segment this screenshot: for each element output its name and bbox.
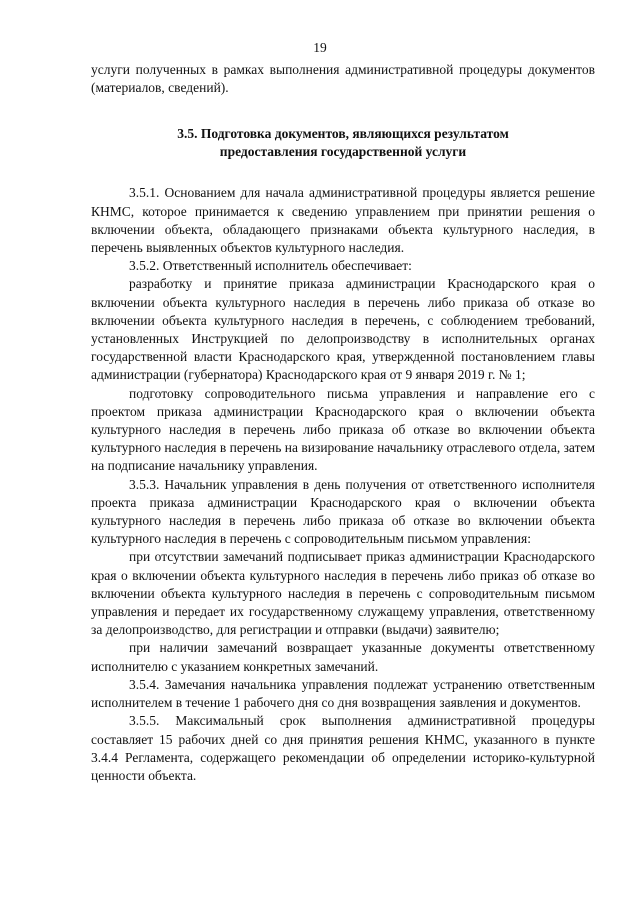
- paragraph-3-5-4: 3.5.4. Замечания начальника управления подлежат устранению ответственным исполнителем в течение 1 рабочего дня со дня возвращения заявления и документов.: [91, 676, 595, 711]
- intro-paragraph: услуги полученных в рамках выполнения административной процедуры документов (материалов, сведений).: [91, 62, 595, 96]
- paragraph-with-remarks: при наличии замечаний возвращает указанные документы ответственному исполнителю с указанием конкретных замечаний.: [91, 640, 595, 674]
- section-heading: [91, 125, 595, 161]
- document-body: [91, 61, 595, 785]
- paragraph-3-5-2: 3.5.2. Ответственный исполнитель обеспечивает:: [129, 258, 412, 274]
- paragraph-no-remarks: при отсутствии замечаний подписывает приказ администрации Краснодарского края о включении объекта культурного наследия в перечень либо приказ об отказе во включении объекта культурного наследия в перечень с сопроводительным письмом управления и передает их государственному служащему управления, ответственному за делопроизводство, для регистрации и отправки (выдачи) заявителю;: [91, 549, 595, 638]
- paragraph-3-5-5: 3.5.5. Максимальный срок выполнения административной процедуры составляет 15 рабочих дней со дня принятия решения КНМС, указанного в пункте 3.4.4 Регламента, содержащего рекомендации об определении историко-культурной ценности объекта.: [91, 713, 595, 783]
- paragraph-order-development: разработку и принятие приказа администрации Краснодарского края о включении объекта культурного наследия в перечень либо приказа об отказе во включении объекта культурного наследия в перечень, с соблюдением требований, установленных Инструкцией по делопроизводству в исполнительных органах государственной власти Краснодарского края, утвержденной постановлением главы администрации (губернатора) Краснодарского края от 9 января 2019 г. № 1;: [91, 276, 595, 383]
- section-heading-line1: 3.5. Подготовка документов, являющихся результатом: [177, 126, 509, 142]
- page-number: 19: [313, 40, 327, 55]
- paragraph-3-5-3: 3.5.3. Начальник управления в день получения от ответственного исполнителя проекта приказа администрации Краснодарского края о включении объекта культурного наследия в перечень либо приказа об отказе во включении объекта культурного наследия в перечень с сопроводительным письмом управления:: [91, 476, 595, 547]
- paragraph-3-5-1: 3.5.1. Основанием для начала административной процедуры является решение КНМС, которое принимается к сведению управлением при принятии решения о включении объекта, обладающего признаками объекта культурного наследия, в перечень выявленных объектов культурного наследия.: [91, 185, 595, 256]
- section-heading-line2: предоставления государственной услуги: [219, 144, 467, 160]
- paragraph-cover-letter: подготовку сопроводительного письма управления и направление его с проектом приказа администрации Краснодарского края о включении объекта культурного наследия в перечень либо приказа об отказе во включении объекта культурного наследия в перечень на визирование начальнику отраслевого отдела, затем на подписание начальнику управления.: [91, 385, 595, 474]
